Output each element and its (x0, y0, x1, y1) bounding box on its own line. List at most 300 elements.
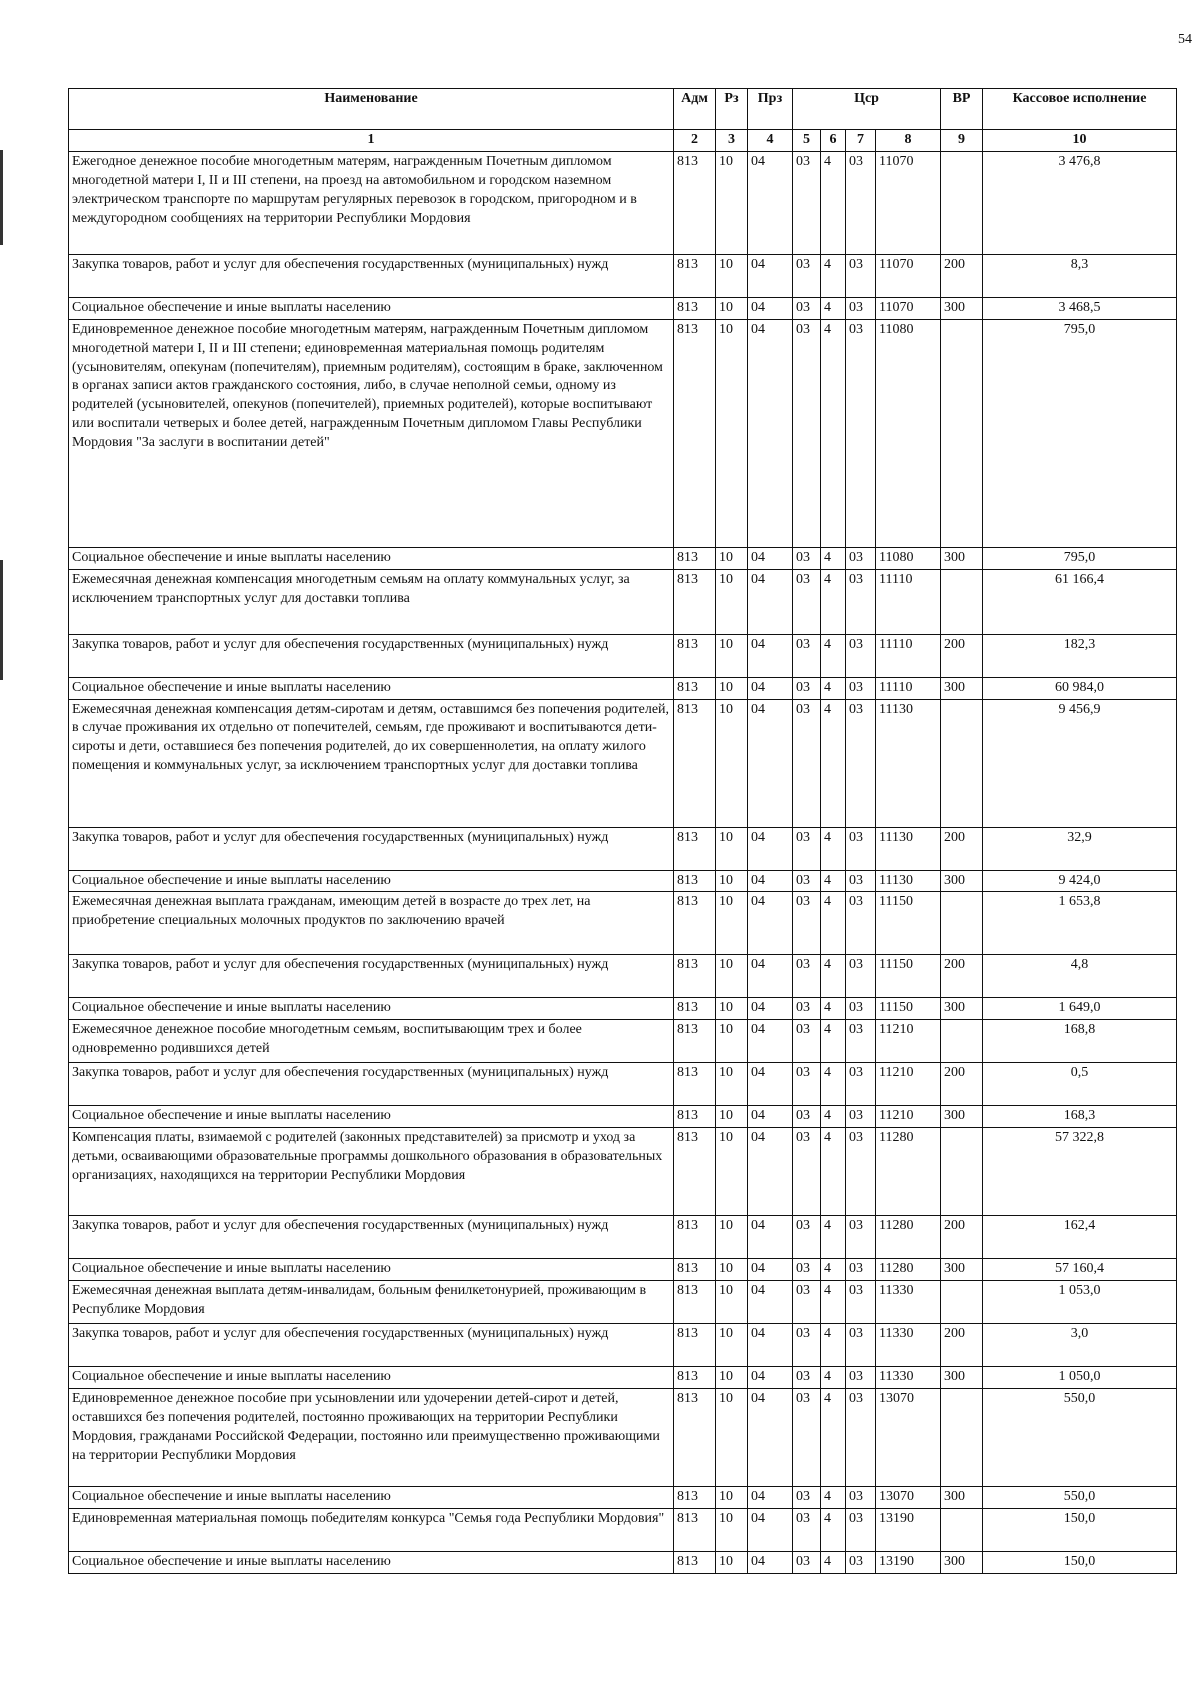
cell-vr: 300 (941, 1106, 983, 1128)
cell-adm: 813 (674, 1487, 716, 1509)
cell-csr-6: 4 (821, 1020, 846, 1063)
cell-csr-5: 03 (793, 1324, 821, 1367)
cell-csr-8: 11330 (876, 1324, 941, 1367)
cell-csr-7: 03 (846, 547, 876, 569)
cell-prz: 04 (748, 1063, 793, 1106)
cell-adm: 813 (674, 319, 716, 547)
cell-adm: 813 (674, 634, 716, 677)
cell-rz: 10 (716, 1389, 748, 1487)
cell-prz: 04 (748, 677, 793, 699)
cell-adm: 813 (674, 1020, 716, 1063)
cell-amount: 1 050,0 (983, 1367, 1177, 1389)
cell-rz: 10 (716, 1128, 748, 1216)
cell-name: Социальное обеспечение и иные выплаты населению (69, 1487, 674, 1509)
cell-csr-8: 11330 (876, 1281, 941, 1324)
cell-prz: 04 (748, 870, 793, 892)
table-body (69, 151, 1177, 1573)
cell-rz: 10 (716, 151, 748, 254)
cell-name: Ежемесячная денежная выплата гражданам, имеющим детей в возрасте до трех лет, на приобретение специальных молочных продуктов по заключению врачей (69, 892, 674, 955)
cell-rz: 10 (716, 955, 748, 998)
table-row (69, 1216, 1177, 1259)
cell-vr: 200 (941, 1216, 983, 1259)
cell-name: Социальное обеспечение и иные выплаты населению (69, 998, 674, 1020)
cell-name: Закупка товаров, работ и услуг для обеспечения государственных (муниципальных) нужд (69, 1063, 674, 1106)
cell-prz: 04 (748, 569, 793, 634)
table-row (69, 297, 1177, 319)
table-row (69, 1551, 1177, 1573)
table-row (69, 1367, 1177, 1389)
table-row (69, 827, 1177, 870)
table-row (69, 1020, 1177, 1063)
cell-rz: 10 (716, 1106, 748, 1128)
cell-csr-6: 4 (821, 892, 846, 955)
cell-csr-5: 03 (793, 297, 821, 319)
cell-prz: 04 (748, 254, 793, 297)
cell-vr: 200 (941, 827, 983, 870)
cell-adm: 813 (674, 827, 716, 870)
cell-adm: 813 (674, 1324, 716, 1367)
cell-prz: 04 (748, 1281, 793, 1324)
cell-csr-7: 03 (846, 1020, 876, 1063)
cell-csr-8: 11150 (876, 998, 941, 1020)
cell-vr: 200 (941, 254, 983, 297)
cell-name: Социальное обеспечение и иные выплаты населению (69, 677, 674, 699)
cell-name: Ежемесячная денежная компенсация детям-сиротам и детям, оставшимся без попечения родителей, в случае проживания их отдельно от попечителей, семьям, где проживают и воспитываются дети-сироты и дети, оставшиеся без попечения родителей, до их совершеннолетия, на оплату жилого помещения и коммунальных услуг, за исключением транспортных услуг для доставки топлива (69, 699, 674, 827)
header-row (69, 89, 1177, 130)
col-number: 8 (876, 130, 941, 152)
cell-adm: 813 (674, 998, 716, 1020)
cell-csr-7: 03 (846, 827, 876, 870)
cell-csr-5: 03 (793, 1389, 821, 1487)
cell-prz: 04 (748, 955, 793, 998)
col-header-adm: Адм (674, 89, 716, 130)
table-row (69, 699, 1177, 827)
cell-csr-8: 11280 (876, 1259, 941, 1281)
cell-amount: 550,0 (983, 1389, 1177, 1487)
col-header-prz: Прз (748, 89, 793, 130)
cell-csr-6: 4 (821, 634, 846, 677)
cell-csr-7: 03 (846, 699, 876, 827)
cell-vr: 300 (941, 677, 983, 699)
cell-name: Социальное обеспечение и иные выплаты населению (69, 1551, 674, 1573)
cell-name: Социальное обеспечение и иные выплаты населению (69, 1367, 674, 1389)
cell-vr: 300 (941, 870, 983, 892)
col-number: 4 (748, 130, 793, 152)
cell-adm: 813 (674, 1216, 716, 1259)
cell-prz: 04 (748, 1487, 793, 1509)
table-row (69, 1487, 1177, 1509)
cell-csr-6: 4 (821, 1487, 846, 1509)
cell-amount: 60 984,0 (983, 677, 1177, 699)
cell-csr-6: 4 (821, 569, 846, 634)
cell-amount: 9 456,9 (983, 699, 1177, 827)
cell-vr (941, 1389, 983, 1487)
cell-adm: 813 (674, 677, 716, 699)
cell-name: Единовременная материальная помощь победителям конкурса "Семья года Республики Мордовия" (69, 1508, 674, 1551)
cell-csr-7: 03 (846, 955, 876, 998)
cell-csr-7: 03 (846, 1281, 876, 1324)
cell-amount: 4,8 (983, 955, 1177, 998)
cell-vr (941, 1508, 983, 1551)
cell-name: Ежемесячная денежная выплата детям-инвалидам, больным фенилкетонурией, проживающим в Республике Мордовия (69, 1281, 674, 1324)
cell-csr-5: 03 (793, 1281, 821, 1324)
col-header-csr: Цср (793, 89, 941, 130)
cell-csr-5: 03 (793, 319, 821, 547)
cell-prz: 04 (748, 319, 793, 547)
cell-prz: 04 (748, 827, 793, 870)
col-number: 6 (821, 130, 846, 152)
budget-table (68, 88, 1177, 1574)
cell-csr-8: 11110 (876, 569, 941, 634)
table-row (69, 1324, 1177, 1367)
cell-name: Социальное обеспечение и иные выплаты населению (69, 1259, 674, 1281)
cell-csr-5: 03 (793, 827, 821, 870)
cell-vr: 200 (941, 1063, 983, 1106)
budget-table-container (68, 88, 1176, 1574)
table-row (69, 1389, 1177, 1487)
scan-edge-mark (0, 560, 3, 680)
cell-csr-5: 03 (793, 955, 821, 998)
cell-csr-7: 03 (846, 1259, 876, 1281)
cell-adm: 813 (674, 297, 716, 319)
cell-csr-8: 11130 (876, 870, 941, 892)
cell-adm: 813 (674, 254, 716, 297)
cell-csr-5: 03 (793, 151, 821, 254)
table-row (69, 569, 1177, 634)
cell-csr-5: 03 (793, 254, 821, 297)
table-row (69, 1128, 1177, 1216)
cell-csr-7: 03 (846, 1106, 876, 1128)
cell-csr-6: 4 (821, 1367, 846, 1389)
cell-csr-7: 03 (846, 892, 876, 955)
table-row (69, 1508, 1177, 1551)
cell-csr-8: 13190 (876, 1551, 941, 1573)
table-row (69, 1063, 1177, 1106)
cell-name: Социальное обеспечение и иные выплаты населению (69, 297, 674, 319)
cell-csr-8: 13070 (876, 1389, 941, 1487)
cell-csr-7: 03 (846, 319, 876, 547)
cell-amount: 182,3 (983, 634, 1177, 677)
cell-vr (941, 1128, 983, 1216)
cell-amount: 150,0 (983, 1508, 1177, 1551)
cell-rz: 10 (716, 1367, 748, 1389)
cell-csr-8: 11080 (876, 319, 941, 547)
cell-vr: 300 (941, 547, 983, 569)
cell-amount: 3 476,8 (983, 151, 1177, 254)
cell-prz: 04 (748, 547, 793, 569)
cell-name: Ежегодное денежное пособие многодетным матерям, награжденным Почетным дипломом многодетной матери I, II и III степени, на проезд на автомобильном и городском наземном электрическом транспорте по маршрутам регулярных перевозок в городском, пригородном и в междугородном сообщениях на территории Республики Мордовия (69, 151, 674, 254)
cell-prz: 04 (748, 1216, 793, 1259)
cell-prz: 04 (748, 151, 793, 254)
cell-csr-8: 11210 (876, 1020, 941, 1063)
cell-csr-7: 03 (846, 254, 876, 297)
cell-vr: 300 (941, 1487, 983, 1509)
cell-prz: 04 (748, 634, 793, 677)
table-row (69, 677, 1177, 699)
cell-csr-5: 03 (793, 699, 821, 827)
cell-vr: 300 (941, 1367, 983, 1389)
cell-name: Единовременное денежное пособие при усыновлении или удочерении детей-сирот и детей, оставшихся без попечения родителей, постоянно проживающих на территории Республики Мордовия, гражданами Российской Федерации, постоянно или преимущественно проживающими на территории Республики Мордовия (69, 1389, 674, 1487)
cell-adm: 813 (674, 151, 716, 254)
cell-csr-5: 03 (793, 892, 821, 955)
table-row (69, 1281, 1177, 1324)
cell-csr-5: 03 (793, 1216, 821, 1259)
cell-name: Закупка товаров, работ и услуг для обеспечения государственных (муниципальных) нужд (69, 634, 674, 677)
column-number-row (69, 130, 1177, 152)
col-number: 9 (941, 130, 983, 152)
cell-amount: 795,0 (983, 547, 1177, 569)
cell-csr-6: 4 (821, 1216, 846, 1259)
cell-prz: 04 (748, 1551, 793, 1573)
cell-adm: 813 (674, 1106, 716, 1128)
cell-csr-8: 11130 (876, 827, 941, 870)
cell-vr (941, 569, 983, 634)
cell-adm: 813 (674, 1128, 716, 1216)
cell-adm: 813 (674, 1508, 716, 1551)
cell-csr-8: 13070 (876, 1487, 941, 1509)
cell-csr-8: 11210 (876, 1106, 941, 1128)
cell-amount: 550,0 (983, 1487, 1177, 1509)
col-header-name: Наименование (69, 89, 674, 130)
cell-prz: 04 (748, 297, 793, 319)
cell-amount: 8,3 (983, 254, 1177, 297)
cell-csr-7: 03 (846, 297, 876, 319)
cell-csr-8: 11130 (876, 699, 941, 827)
cell-prz: 04 (748, 1324, 793, 1367)
cell-rz: 10 (716, 319, 748, 547)
cell-prz: 04 (748, 892, 793, 955)
col-number: 2 (674, 130, 716, 152)
cell-rz: 10 (716, 1259, 748, 1281)
cell-rz: 10 (716, 297, 748, 319)
cell-rz: 10 (716, 547, 748, 569)
cell-vr (941, 1281, 983, 1324)
cell-csr-5: 03 (793, 1020, 821, 1063)
cell-rz: 10 (716, 1063, 748, 1106)
cell-name: Ежемесячное денежное пособие многодетным семьям, воспитывающим трех и более одновременно родившихся детей (69, 1020, 674, 1063)
cell-rz: 10 (716, 634, 748, 677)
col-number: 5 (793, 130, 821, 152)
cell-csr-7: 03 (846, 569, 876, 634)
cell-rz: 10 (716, 254, 748, 297)
cell-amount: 1 053,0 (983, 1281, 1177, 1324)
cell-csr-6: 4 (821, 870, 846, 892)
cell-csr-8: 13190 (876, 1508, 941, 1551)
col-number: 1 (69, 130, 674, 152)
cell-adm: 813 (674, 870, 716, 892)
cell-csr-8: 11150 (876, 955, 941, 998)
cell-amount: 1 649,0 (983, 998, 1177, 1020)
cell-csr-6: 4 (821, 1281, 846, 1324)
cell-rz: 10 (716, 1281, 748, 1324)
cell-amount: 32,9 (983, 827, 1177, 870)
cell-prz: 04 (748, 699, 793, 827)
cell-adm: 813 (674, 955, 716, 998)
cell-csr-6: 4 (821, 547, 846, 569)
cell-csr-5: 03 (793, 547, 821, 569)
cell-csr-6: 4 (821, 1106, 846, 1128)
cell-name: Закупка товаров, работ и услуг для обеспечения государственных (муниципальных) нужд (69, 955, 674, 998)
cell-amount: 57 322,8 (983, 1128, 1177, 1216)
cell-csr-7: 03 (846, 1389, 876, 1487)
cell-csr-6: 4 (821, 677, 846, 699)
table-row (69, 151, 1177, 254)
cell-prz: 04 (748, 1508, 793, 1551)
cell-csr-5: 03 (793, 1106, 821, 1128)
cell-vr (941, 892, 983, 955)
cell-name: Закупка товаров, работ и услуг для обеспечения государственных (муниципальных) нужд (69, 254, 674, 297)
cell-csr-7: 03 (846, 1128, 876, 1216)
cell-csr-6: 4 (821, 827, 846, 870)
cell-csr-6: 4 (821, 1389, 846, 1487)
table-row (69, 1106, 1177, 1128)
cell-prz: 04 (748, 998, 793, 1020)
cell-csr-5: 03 (793, 1259, 821, 1281)
cell-amount: 3 468,5 (983, 297, 1177, 319)
cell-amount: 168,8 (983, 1020, 1177, 1063)
cell-csr-6: 4 (821, 319, 846, 547)
cell-csr-5: 03 (793, 634, 821, 677)
cell-csr-6: 4 (821, 297, 846, 319)
cell-csr-6: 4 (821, 1259, 846, 1281)
cell-prz: 04 (748, 1389, 793, 1487)
col-header-vr: ВР (941, 89, 983, 130)
cell-csr-6: 4 (821, 1551, 846, 1573)
cell-csr-8: 11070 (876, 254, 941, 297)
cell-csr-8: 11210 (876, 1063, 941, 1106)
table-row (69, 998, 1177, 1020)
cell-amount: 150,0 (983, 1551, 1177, 1573)
cell-vr: 200 (941, 634, 983, 677)
cell-csr-5: 03 (793, 1128, 821, 1216)
cell-rz: 10 (716, 1020, 748, 1063)
cell-rz: 10 (716, 870, 748, 892)
cell-rz: 10 (716, 998, 748, 1020)
cell-csr-7: 03 (846, 998, 876, 1020)
cell-vr: 200 (941, 955, 983, 998)
cell-csr-7: 03 (846, 1508, 876, 1551)
cell-rz: 10 (716, 892, 748, 955)
cell-vr: 300 (941, 297, 983, 319)
cell-csr-6: 4 (821, 1063, 846, 1106)
cell-csr-6: 4 (821, 998, 846, 1020)
cell-amount: 57 160,4 (983, 1259, 1177, 1281)
cell-rz: 10 (716, 1508, 748, 1551)
cell-csr-8: 11070 (876, 297, 941, 319)
cell-name: Социальное обеспечение и иные выплаты населению (69, 870, 674, 892)
cell-adm: 813 (674, 1389, 716, 1487)
cell-name: Единовременное денежное пособие многодетным матерям, награжденным Почетным дипломом многодетной матери I, II и III степени; единовременная материальная помощь родителям (усыновителям, опекунам (попечителям), приемным родителям), состоящим в браке, заключенном в органах записи актов гражданского состояния, либо, в случае неполной семьи, одному из родителей (усыновителей, опекунов (попечителей), приемных родителей), которые воспитывают или воспитали четверых и более детей, награжденным Почетным дипломом Главы Республики Мордовия "За заслуги в воспитании детей" (69, 319, 674, 547)
cell-csr-6: 4 (821, 151, 846, 254)
cell-prz: 04 (748, 1106, 793, 1128)
cell-csr-7: 03 (846, 1487, 876, 1509)
cell-csr-6: 4 (821, 1508, 846, 1551)
cell-csr-8: 11110 (876, 634, 941, 677)
cell-amount: 61 166,4 (983, 569, 1177, 634)
cell-csr-6: 4 (821, 1324, 846, 1367)
cell-name: Закупка товаров, работ и услуг для обеспечения государственных (муниципальных) нужд (69, 827, 674, 870)
cell-csr-8: 11070 (876, 151, 941, 254)
col-number: 3 (716, 130, 748, 152)
cell-amount: 795,0 (983, 319, 1177, 547)
cell-csr-5: 03 (793, 1063, 821, 1106)
cell-amount: 9 424,0 (983, 870, 1177, 892)
table-row (69, 870, 1177, 892)
cell-prz: 04 (748, 1020, 793, 1063)
cell-name: Закупка товаров, работ и услуг для обеспечения государственных (муниципальных) нужд (69, 1324, 674, 1367)
cell-vr (941, 319, 983, 547)
cell-rz: 10 (716, 827, 748, 870)
cell-csr-8: 11080 (876, 547, 941, 569)
cell-csr-6: 4 (821, 1128, 846, 1216)
cell-rz: 10 (716, 699, 748, 827)
col-header-rz: Рз (716, 89, 748, 130)
cell-name: Компенсация платы, взимаемой с родителей (законных представителей) за присмотр и уход за детьми, осваивающими образовательные программы дошкольного образования в образовательных организациях, находящихся на территории Республики Мордовия (69, 1128, 674, 1216)
cell-prz: 04 (748, 1259, 793, 1281)
cell-adm: 813 (674, 547, 716, 569)
col-header-amount: Кассовое исполнение (983, 89, 1177, 130)
cell-vr (941, 1020, 983, 1063)
cell-amount: 168,3 (983, 1106, 1177, 1128)
cell-csr-5: 03 (793, 1508, 821, 1551)
cell-adm: 813 (674, 1063, 716, 1106)
cell-adm: 813 (674, 569, 716, 634)
cell-vr: 200 (941, 1324, 983, 1367)
cell-adm: 813 (674, 1259, 716, 1281)
table-row (69, 319, 1177, 547)
cell-csr-8: 11280 (876, 1128, 941, 1216)
cell-amount: 3,0 (983, 1324, 1177, 1367)
cell-csr-7: 03 (846, 151, 876, 254)
cell-rz: 10 (716, 569, 748, 634)
cell-csr-7: 03 (846, 634, 876, 677)
cell-adm: 813 (674, 892, 716, 955)
col-number: 10 (983, 130, 1177, 152)
cell-csr-5: 03 (793, 870, 821, 892)
table-row (69, 254, 1177, 297)
cell-vr: 300 (941, 1551, 983, 1573)
cell-csr-7: 03 (846, 677, 876, 699)
cell-csr-6: 4 (821, 254, 846, 297)
cell-vr (941, 151, 983, 254)
cell-rz: 10 (716, 1487, 748, 1509)
cell-amount: 0,5 (983, 1063, 1177, 1106)
cell-csr-7: 03 (846, 1324, 876, 1367)
cell-csr-7: 03 (846, 1216, 876, 1259)
cell-amount: 162,4 (983, 1216, 1177, 1259)
cell-csr-7: 03 (846, 1063, 876, 1106)
cell-adm: 813 (674, 1367, 716, 1389)
cell-vr: 300 (941, 1259, 983, 1281)
table-row (69, 1259, 1177, 1281)
cell-rz: 10 (716, 1216, 748, 1259)
cell-adm: 813 (674, 1281, 716, 1324)
cell-csr-5: 03 (793, 998, 821, 1020)
table-row (69, 892, 1177, 955)
cell-csr-8: 11150 (876, 892, 941, 955)
cell-vr: 300 (941, 998, 983, 1020)
cell-prz: 04 (748, 1367, 793, 1389)
cell-csr-6: 4 (821, 955, 846, 998)
cell-name: Социальное обеспечение и иные выплаты населению (69, 1106, 674, 1128)
cell-name: Закупка товаров, работ и услуг для обеспечения государственных (муниципальных) нужд (69, 1216, 674, 1259)
cell-vr (941, 699, 983, 827)
col-number: 7 (846, 130, 876, 152)
cell-adm: 813 (674, 1551, 716, 1573)
cell-rz: 10 (716, 1324, 748, 1367)
table-row (69, 547, 1177, 569)
cell-csr-5: 03 (793, 569, 821, 634)
